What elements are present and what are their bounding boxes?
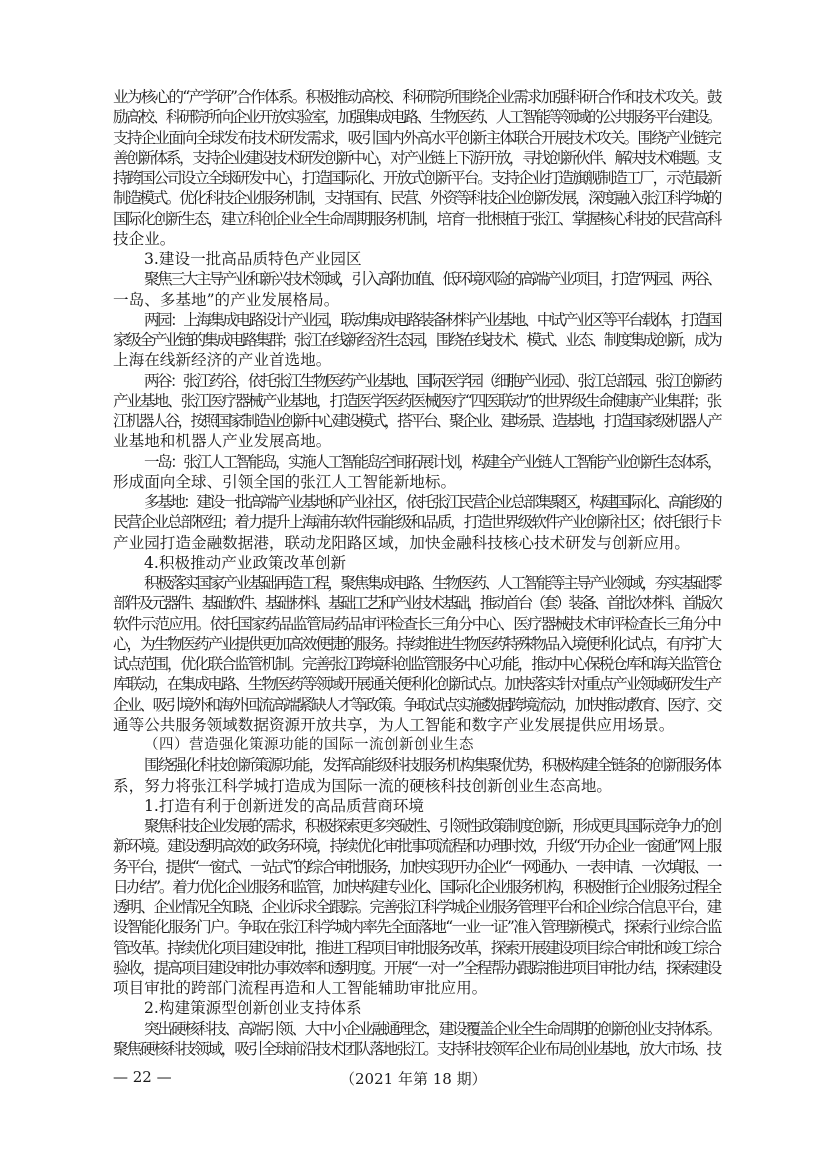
text-line: 善创新体系，支持企业建设技术研发创新中心，对产业链上下游开放，寻找创新伙伴、解决技术难题。支 [113, 148, 720, 167]
text-line: 聚焦三大主导产业和新兴技术领域，引入高附加值、低环境风险的高端产业项目，打造“两园、两谷、 [144, 270, 720, 289]
text-line: 新环境。建设透明高效的政务环境，持续优化审批事项流程和办理时效，升级“开办企业一窗通”网上服 [113, 837, 720, 856]
text-line: 围绕强化科技创新策源功能，发挥高能级科技服务机构集聚优势，积极构建全链条的创新服务体 [144, 756, 720, 775]
text-line: 江机器人谷，按照国家制造业创新中心建设模式，搭平台、聚企业、建场景、造基地，打造国家级机器人产 [113, 412, 720, 430]
text-line: 两园：上海集成电路设计产业园，联动集成电路装备材料产业基地、中试产业区等平台载体，打造国 [144, 310, 721, 329]
text-line: 业基地和机器人产业发展高地。 [113, 432, 332, 451]
paragraph [113, 87, 720, 249]
subheading [113, 249, 720, 269]
text-line: 库联动，在集成电路、生物医药等领域开展通关便利化创新试点。加快落实针对重点产业领域研发生产 [113, 675, 720, 694]
subheading [113, 998, 720, 1018]
text-line: 持跨国公司设立全球研发中心，打造国际化、开放式创新平台。支持企业打造旗舰制造工厂，示范最新 [113, 169, 720, 187]
paragraph [113, 573, 720, 735]
text-line: 突出硬核科技、高端引领、大中小企业融通理念，建设覆盖企业全生命周期的创新创业支持体系。 [144, 1019, 720, 1038]
paragraph [113, 816, 720, 998]
paragraph [113, 371, 720, 452]
text-line: 产业基地、张江医疗器械产业基地，打造医学医药医械医疗“四医联动”的世界级生命健康产业集群；张 [113, 391, 720, 410]
issue-label: （2021 年第 18 期） [340, 1070, 487, 1088]
text-line: 形成面向全球、引领全国的张江人工智能新地标。 [113, 472, 457, 491]
text-line: 透明、企业情况全知晓、企业诉求全跟踪。完善张江科学城企业服务管理平台和企业综合信息平台，建 [113, 898, 720, 916]
text-line: 励高校、科研院所向企业开放实验室，加强集成电路、生物医药、人工智能等领域的公共服务平台建设。 [113, 108, 720, 127]
page-number: — 22 — [113, 1068, 172, 1086]
text-line: 企业、吸引境外和海外回流高端紧缺人才等政策。争取试点实施数据跨境流动，加快推动教育、医疗、交 [113, 695, 720, 714]
text-line: 管改革。持续优化项目建设审批，推进工程项目审批服务改革，探索开展建设项目综合审批和竣工综合 [113, 938, 720, 957]
paragraph [113, 1019, 720, 1060]
paragraph [113, 269, 720, 310]
text-line: 日办结”。着力优化企业服务和监管，加快构建专业化、国际化企业服务机构，积极推行企业服务过程全 [113, 877, 720, 896]
text-line: 支持企业面向全球发布技术研发需求，吸引国内外高水平创新主体联合开展技术攻关。围绕产业链完 [113, 128, 720, 147]
text-line: 多基地：建设一批高端产业基地和产业社区，依托张江民营企业总部集聚区，构建国际化、高能级的 [144, 493, 721, 511]
text-line: 试点范围，优化联合监管机制。完善张江跨境科创监管服务中心功能，推动中心保税仓库和海关监管仓 [113, 655, 720, 673]
text-line: 产业园打造金融数据港，联动龙阳路区域，加快金融科技核心技术研发与创新应用。 [113, 533, 690, 552]
text-line: 技企业。 [113, 229, 176, 248]
paragraph [113, 755, 720, 796]
text-line: 2.构建策源型创新创业支持体系 [144, 999, 362, 1018]
text-line: 积极落实国家产业基础再造工程，聚焦集成电路、生物医药、人工智能等主导产业领域，夯实基础零 [144, 574, 721, 592]
text-line: 心，为生物医药产业提供更加高效便捷的服务。持续推进生物医药特殊物品入境便利化试点，有序扩大 [113, 634, 720, 653]
document-body [113, 87, 720, 1059]
text-line: 部件及元器件、基础软件、基础材料、基础工艺和产业技术基础，推动首台（套）装备、首批次材料、首版次 [113, 594, 720, 613]
text-line: 务平台，提供“一窗式、一站式”的综合审批服务，加快实现开办企业“一网通办、一表申请、一次填报、一 [113, 857, 720, 876]
text-line: 上海在线新经济的产业首选地。 [113, 351, 332, 370]
subheading [113, 553, 720, 573]
text-line: 系，努力将张江科学城打造成为国际一流的硬核科技创新创业生态高地。 [113, 776, 613, 795]
text-line: 4.积极推动产业政策改革创新 [144, 553, 347, 572]
text-line: 制造模式。优化科技企业服务机制，支持国有、民营、外资等科技企业创新发展，深度融入张江科学城的 [113, 189, 720, 208]
paragraph [113, 310, 720, 371]
section-heading [113, 735, 720, 755]
text-line: 一岛、多基地”的产业发展格局。 [113, 290, 340, 309]
text-line: 民营企业总部枢纽；着力提升上海浦东软件园能级和品质，打造世界级软件产业创新社区；依托银行卡 [113, 513, 720, 532]
paragraph [113, 492, 720, 553]
text-line: 一岛：张江人工智能岛，实施人工智能岛空间拓展计划，构建全产业链人工智能产业创新生态体系， [144, 452, 721, 471]
text-line: 设智能化服务门户。争取在张江科学城内率先全面落地“一业一证”准入管理新模式，探索行业综合监 [113, 918, 721, 937]
text-line: 1.打造有利于创新迸发的高品质营商环境 [144, 796, 424, 815]
text-line: 项目审批的跨部门流程再造和人工智能辅助审批应用。 [113, 979, 488, 997]
text-line: （四）营造强化策源功能的国际一流创新创业生态 [144, 737, 474, 753]
paragraph [113, 452, 720, 493]
text-line: 通等公共服务领域数据资源开放共享，为人工智能和数字产业发展提供应用场景。 [113, 715, 675, 734]
text-line: 3.建设一批高品质特色产业园区 [144, 250, 362, 268]
text-line: 家级全产业链的集成电路集群；张江在线新经济生态园，围绕在线技术、模式、业态、制度集成创新，成为 [113, 331, 720, 349]
text-line: 两谷：张江药谷，依托张江生物医药产业基地、国际医学园（细胞产业园）、张江总部园、张江创新药 [144, 371, 720, 390]
text-line: 国际化创新生态，建立科创企业全生命周期服务机制，培育一批根植于张江、掌握核心科技的民营高科 [113, 209, 720, 228]
text-line: 聚焦科技企业发展的需求，积极探索更多突破性、引领性政策制度创新，形成更具国际竞争力的创 [144, 817, 720, 835]
text-line: 软件示范应用。依托国家药品监管局药品审评检查长三角分中心、医疗器械技术审评检查长三角分中 [113, 614, 720, 633]
text-line: 验收，提高项目建设审批办事效率和透明度。开展“一对一”全程帮办跟踪推进项目审批办结，探索建设 [113, 958, 720, 977]
text-line: 聚焦硬核科技领域，吸引全球前沿技术团队落地张江。支持科技领军企业布局创业基地，放大市场、技 [113, 1039, 720, 1058]
subheading [113, 796, 720, 816]
text-line: 业为核心的“产学研”合作体系。积极推动高校、科研院所围绕企业需求加强科研合作和技术攻关。鼓 [113, 88, 721, 106]
